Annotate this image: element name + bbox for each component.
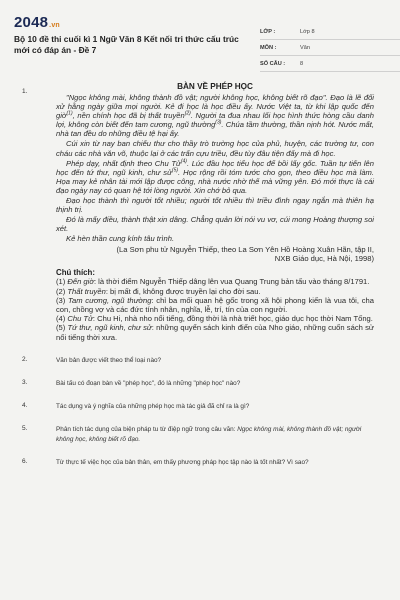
passage-paragraph: Đạo học thành thì người tốt nhiều; người tốt nhiều thì triều đình ngay ngắn mà thiên hạ thịnh trị. [56, 196, 374, 215]
meta-row-class [260, 24, 400, 40]
passage-paragraphs [56, 93, 374, 244]
question-text: Từ thực tế việc học của bản thân, em thấy phương pháp học tập nào là tốt nhất? Vì sao? [56, 458, 309, 466]
note-term: Chu Tử [67, 314, 93, 324]
question-item [14, 402, 386, 411]
note-term: Đến giờ [67, 277, 94, 287]
meta-row-question-count [260, 56, 400, 72]
exam-meta-table [260, 24, 400, 72]
meta-key: LỚP : [260, 28, 276, 35]
question-text: Bài tấu có đoạn bàn về "phép học", đó là những "phép học" nào? [56, 380, 241, 388]
question-item [14, 356, 386, 365]
question-item [14, 458, 386, 467]
site-logo[interactable]: 2048.vn [14, 14, 60, 31]
passage-paragraph: Cúi xin từ nay ban chiếu thư cho thầy trò trường học của phủ, huyện, các trường tư, con cháu các nhà văn võ, thuộc lại ở các trấn cựu triều, đều tùy đâu tiện đấy mà đi học. [56, 139, 374, 158]
passage-paragraph: Đó là mấy điều, thành thật xin dâng. Chẳng quản lời nói vu vơ, cúi mong Hoàng thượng soi xét. [56, 215, 374, 234]
quoted-sentence: Ngọc không mài, không thành đồ vật; người không học, không biết rõ đạo. [56, 426, 362, 443]
questions-list [14, 356, 386, 467]
note-item: (2) Thất truyền: bị mất đi, không được truyền lại cho đời sau. [56, 286, 261, 296]
question-number: 1. [22, 88, 28, 95]
passage-source [56, 245, 374, 263]
footnote-ref: (3) [215, 119, 222, 126]
question-item [14, 379, 386, 388]
footnote-ref: (1) [66, 110, 73, 117]
note-item: (1) Đến giờ: là thời điểm Nguyễn Thiếp dâng lên vua Quang Trung bản tấu vào tháng 8/1791. [56, 277, 370, 287]
footnote-ref: (5) [171, 167, 179, 174]
question-item [14, 425, 386, 443]
footnote-ref: (2) [184, 110, 191, 117]
footnote-ref: (4) [180, 158, 187, 165]
note-term: Thất truyền [67, 286, 106, 296]
meta-value: 8 [300, 60, 304, 67]
question-1 [14, 82, 386, 342]
passage-title: BÀN VỀ PHÉP HỌC [177, 82, 253, 91]
question-text: Phân tích tác dụng của biện pháp tu từ điệp ngữ trong câu văn: Ngọc không mài, không thành đồ vật; người không học, không biết rõ đạo. [56, 426, 362, 443]
exam-title: Bộ 10 đề thi cuối kì 1 Ngữ Văn 8 Kết nối tri thức cấu trúc mới có đáp án - Đề 7 [14, 34, 239, 55]
passage-paragraph: Phép dạy, nhất định theo Chu Tử$^{(4)}$. Lúc đầu học tiểu học để bồi lấy gốc. Tuần tự tiến lên học đến tứ thư, ngũ kinh, chư sử$^{(5)}$. Học rộng rồi tóm tước cho gọn, theo điều học mà làm. Họa may kẻ nhân tài mới lập được công, nhà nước nhờ thế mà vững yên. Đó mới thực là cái đạo ngày nay có quan hệ tới lòng người. Xin chớ bỏ qua. [56, 158, 374, 195]
meta-key: MÔN : [260, 44, 277, 51]
meta-key: SỐ CÂU : [260, 60, 286, 67]
notes-heading: Chú thích: [56, 267, 96, 277]
meta-row-subject [260, 40, 400, 56]
note-item: (5) Tứ thư, ngũ kinh, chư sử: những quyển sách kinh điển của Nho giáo, những cuốn sách sử nổi tiếng thời xưa. [56, 323, 374, 342]
question-text: Văn bản được viết theo thể loại nào? [56, 356, 162, 364]
note-term: Tam cương, ngũ thường [68, 295, 152, 305]
meta-value: Lớp 8 [300, 28, 315, 35]
notes-list [56, 277, 374, 341]
passage-paragraph: Kẻ hèn thần cung kính tâu trình. [66, 234, 175, 244]
question-number: 3. [22, 379, 28, 387]
page-header [14, 12, 386, 72]
question-number: 2. [22, 355, 28, 363]
passage-paragraph: "Ngọc không mài, không thành đồ vật; người không học, không biết rõ đạo". Đạo là lẽ đối xử hằng ngày giữa mọi người. Kẻ đi học là học điều ấy. Nước Việt ta, từ khi lập quốc đến giờ$^{(1)}$, nền chính học đã bị thất truyền$^{(2)}$. Người ta đua nhau lối học hình thức hòng cầu danh lợi, không còn biết đến tam cương, ngũ thường$^{(3)}$. Chúa tầm thường, thần nịnh hót. Nước mất, nhà tan đều do những điều tệ hại ấy. [56, 93, 374, 139]
question-number: 5. [22, 425, 28, 433]
question-text: Tác dụng và ý nghĩa của những phép học mà tác giả đã chỉ ra là gì? [56, 403, 250, 411]
source-line: (La Sơn phu tử Nguyễn Thiếp, theo La Sơn Yên Hồ Hoàng Xuân Hãn, tập II, [116, 244, 374, 254]
question-number: 4. [22, 402, 28, 410]
reading-passage [56, 82, 374, 342]
meta-value: Văn [300, 44, 310, 51]
question-number: 6. [22, 457, 28, 465]
source-line: NXB Giáo dục, Hà Nội, 1998) [274, 253, 374, 263]
note-item: (3) Tam cương, ngũ thường: chỉ ba mối quan hệ gốc trong xã hội phong kiến là vua tôi, cha con, chồng vợ và các đức tính nhân, nghĩa, lễ, trí, tín của con người. [56, 295, 374, 315]
note-term: Tứ thư, ngũ kinh, chư sử [67, 323, 152, 333]
note-item: (4) Chu Tử: Chu Hi, nhà nho nổi tiếng, đồng thời là nhà triết học, giáo dục học thời Nam Tống. [56, 314, 373, 324]
